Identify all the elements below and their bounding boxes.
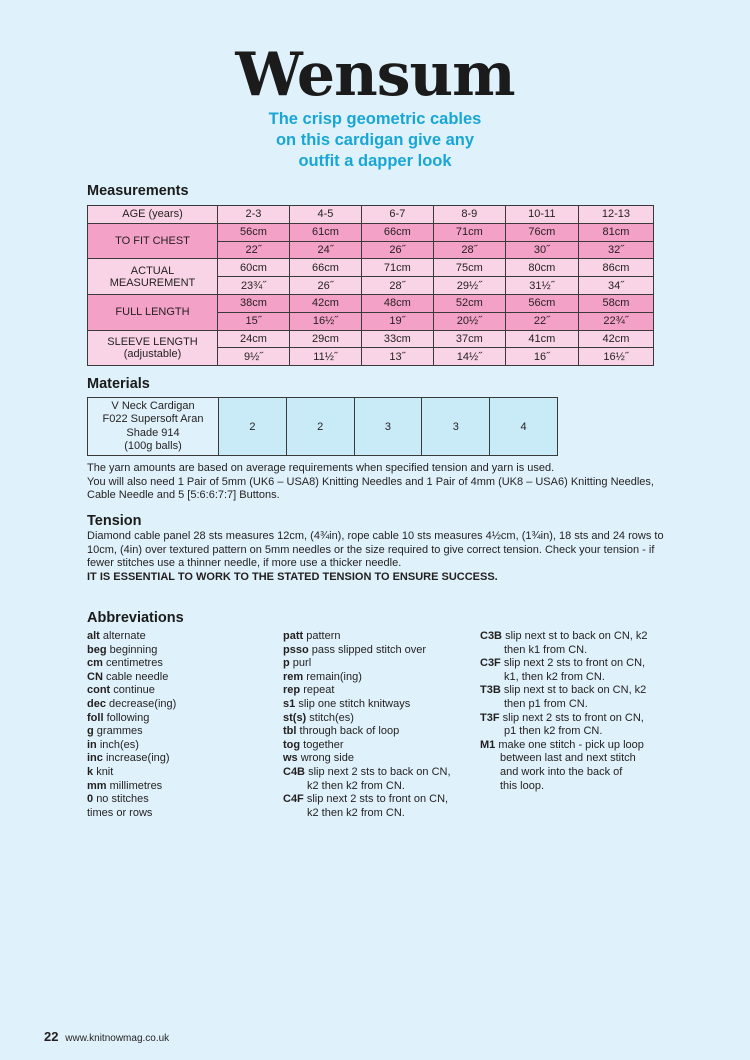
- subtitle-line: on this cardigan give any: [275, 131, 475, 149]
- list-item-continued: k2 then k2 from CN.: [307, 806, 405, 819]
- length-cm-cell: 42cm: [289, 294, 361, 312]
- table-row: [88, 398, 558, 456]
- list-item: foll following: [87, 711, 150, 724]
- row-label-length: FULL LENGTH: [88, 294, 218, 330]
- list-item: tog together: [283, 738, 344, 751]
- yarn-label-line: (100g balls): [124, 440, 182, 452]
- chest-cm-cell: 81cm: [578, 223, 653, 241]
- list-item: ws wrong side: [283, 752, 354, 765]
- list-item: C3F slip next 2 sts to front on CN,: [480, 657, 646, 670]
- sleeve-in-cell: 13˝: [361, 348, 433, 366]
- age-cell: 6-7: [361, 206, 433, 224]
- row-label-age: AGE (years): [88, 206, 218, 224]
- list-item: beg beginning: [87, 643, 158, 656]
- list-item: s1 slip one stitch knitways: [283, 697, 411, 710]
- list-item: CN cable needle: [87, 670, 169, 683]
- length-in-cell: 19˝: [361, 312, 433, 330]
- length-cm-cell: 38cm: [218, 294, 290, 312]
- length-cm-cell: 56cm: [505, 294, 578, 312]
- page-footer: [44, 1029, 169, 1044]
- measurements-heading: Measurements: [87, 183, 189, 199]
- tension-text: [87, 530, 667, 584]
- yarn-label: [88, 398, 219, 456]
- list-item-continued: then p1 from CN.: [504, 697, 588, 710]
- chest-cm-cell: 71cm: [433, 223, 505, 241]
- list-item: T3F slip next 2 sts to front on CN,: [480, 711, 644, 724]
- list-item: psso pass slipped stitch over: [283, 643, 427, 656]
- list-item: g grammes: [87, 725, 143, 738]
- age-cell: 12-13: [578, 206, 653, 224]
- subtitle: [0, 109, 750, 172]
- row-label-line: SLEEVE LENGTH: [107, 335, 198, 348]
- sleeve-cm-cell: 33cm: [361, 330, 433, 348]
- page-title: Wensum: [235, 40, 515, 110]
- sleeve-in-cell: 9½˝: [218, 348, 290, 366]
- list-item-continued: between last and next stitch: [500, 752, 636, 765]
- length-cm-cell: 58cm: [578, 294, 653, 312]
- length-cm-cell: 48cm: [361, 294, 433, 312]
- list-item: C4B slip next 2 sts to back on CN,: [283, 765, 451, 778]
- table-row: [88, 223, 654, 241]
- row-label-line: MEASUREMENT: [109, 276, 196, 289]
- list-item-continued: p1 then k2 from CN.: [504, 725, 603, 738]
- list-item: p purl: [283, 657, 312, 670]
- abbreviations-column-3: [480, 630, 648, 793]
- actual-in-cell: 23¾˝: [218, 277, 290, 295]
- list-item: times or rows: [87, 806, 153, 819]
- materials-heading: Materials: [87, 376, 150, 392]
- materials-notes: [87, 462, 667, 503]
- chest-cm-cell: 66cm: [361, 223, 433, 241]
- chest-in-cell: 26˝: [361, 241, 433, 259]
- list-item: inc increase(ing): [87, 752, 170, 765]
- chest-in-cell: 24˝: [289, 241, 361, 259]
- list-item: M1 make one stitch - pick up loop: [480, 738, 644, 751]
- row-label-sleeve: [88, 330, 218, 366]
- sleeve-cm-cell: 41cm: [505, 330, 578, 348]
- list-item: rem remain(ing): [283, 670, 362, 683]
- length-in-cell: 22¾˝: [578, 312, 653, 330]
- footer-url: www.knitnowmag.co.uk: [65, 1033, 170, 1044]
- row-label-line: (adjustable): [123, 347, 182, 360]
- length-in-cell: 22˝: [505, 312, 578, 330]
- yarn-label-line: F022 Supersoft Aran: [102, 413, 204, 425]
- sleeve-in-cell: 16˝: [505, 348, 578, 366]
- materials-table: [87, 397, 558, 456]
- row-label-actual: [88, 259, 218, 295]
- list-item: st(s) stitch(es): [283, 711, 354, 724]
- list-item: cont continue: [87, 684, 155, 697]
- row-label-chest: TO FIT CHEST: [88, 223, 218, 259]
- age-cell: 8-9: [433, 206, 505, 224]
- list-item-continued: k2 then k2 from CN.: [307, 779, 405, 792]
- age-cell: 4-5: [289, 206, 361, 224]
- measurements-table: [87, 205, 654, 366]
- yarn-quantity-cell: 2: [286, 398, 354, 456]
- list-item-continued: and work into the back of: [500, 765, 623, 778]
- list-item: in inch(es): [87, 738, 139, 751]
- yarn-label-line: V Neck Cardigan: [111, 399, 195, 412]
- list-item: C3B slip next st to back on CN, k2: [480, 630, 648, 642]
- actual-in-cell: 28˝: [361, 277, 433, 295]
- actual-cm-cell: 66cm: [289, 259, 361, 277]
- length-in-cell: 16½˝: [289, 312, 361, 330]
- list-item-continued: k1, then k2 from CN.: [504, 670, 605, 683]
- chest-in-cell: 22˝: [218, 241, 290, 259]
- subtitle-line: The crisp geometric cables: [268, 110, 482, 128]
- length-in-cell: 20½˝: [433, 312, 505, 330]
- tension-warning: IT IS ESSENTIAL TO WORK TO THE STATED TENSION TO ENSURE SUCCESS.: [87, 570, 498, 583]
- list-item: 0 no stitches: [87, 793, 149, 806]
- length-cm-cell: 52cm: [433, 294, 505, 312]
- tension-paragraph: Diamond cable panel 28 sts measures 12cm, (4¾in), rope cable 10 sts measures 4½cm, (1¾in), 18 sts and 24 rows to 10cm, (4in) over textured pattern on 5mm needles or the size required to give correct tension. Check your tension - if fewer stitches use a thinner needle, if more use a thicker needle.: [87, 530, 664, 570]
- length-in-cell: 15˝: [218, 312, 290, 330]
- list-item: k knit: [87, 765, 114, 778]
- subtitle-line: outfit a dapper look: [298, 152, 452, 170]
- materials-note: You will also need 1 Pair of 5mm (UK6 – USA8) Knitting Needles and 1 Pair of 4mm (UK8 – USA6) Knitting Needles, Cable Needle and 5 [5:6:6:7:7] Buttons.: [87, 475, 654, 502]
- actual-in-cell: 29½˝: [433, 277, 505, 295]
- chest-cm-cell: 61cm: [289, 223, 361, 241]
- list-item: patt pattern: [283, 630, 341, 642]
- sleeve-in-cell: 11½˝: [289, 348, 361, 366]
- table-row: [88, 294, 654, 312]
- sleeve-cm-cell: 37cm: [433, 330, 505, 348]
- row-label-line: ACTUAL: [130, 264, 175, 277]
- sleeve-cm-cell: 29cm: [289, 330, 361, 348]
- yarn-quantity-cell: 3: [422, 398, 490, 456]
- actual-in-cell: 34˝: [578, 277, 653, 295]
- list-item-continued: this loop.: [500, 779, 545, 792]
- actual-cm-cell: 60cm: [218, 259, 290, 277]
- yarn-quantity-cell: 3: [354, 398, 422, 456]
- list-item: alt alternate: [87, 630, 146, 642]
- list-item: rep repeat: [283, 684, 335, 697]
- actual-in-cell: 31½˝: [505, 277, 578, 295]
- chest-in-cell: 30˝: [505, 241, 578, 259]
- list-item: cm centimetres: [87, 657, 163, 670]
- chest-cm-cell: 76cm: [505, 223, 578, 241]
- materials-note: The yarn amounts are based on average requirements when specified tension and yarn is used.: [87, 462, 555, 474]
- yarn-label-line: Shade 914: [126, 426, 180, 439]
- age-cell: 2-3: [218, 206, 290, 224]
- sleeve-cm-cell: 42cm: [578, 330, 653, 348]
- sleeve-in-cell: 14½˝: [433, 348, 505, 366]
- tension-heading: Tension: [87, 513, 142, 529]
- list-item: tbl through back of loop: [283, 725, 400, 738]
- sleeve-cm-cell: 24cm: [218, 330, 290, 348]
- list-item-continued: then k1 from CN.: [504, 643, 588, 656]
- list-item: mm millimetres: [87, 779, 163, 792]
- page-number: 22: [44, 1029, 59, 1044]
- list-item: dec decrease(ing): [87, 697, 177, 710]
- table-row: [88, 259, 654, 277]
- abbreviations-column-1: [87, 630, 176, 820]
- actual-cm-cell: 75cm: [433, 259, 505, 277]
- chest-in-cell: 32˝: [578, 241, 653, 259]
- list-item: C4F slip next 2 sts to front on CN,: [283, 793, 449, 806]
- age-cell: 10-11: [505, 206, 578, 224]
- yarn-quantity-cell: 2: [219, 398, 287, 456]
- chest-cm-cell: 56cm: [218, 223, 290, 241]
- chest-in-cell: 28˝: [433, 241, 505, 259]
- actual-in-cell: 26˝: [289, 277, 361, 295]
- actual-cm-cell: 71cm: [361, 259, 433, 277]
- table-row: [88, 330, 654, 348]
- list-item: T3B slip next st to back on CN, k2: [480, 684, 647, 697]
- abbreviations-heading: Abbreviations: [87, 610, 184, 626]
- abbreviations-column-2: [283, 630, 451, 820]
- actual-cm-cell: 86cm: [578, 259, 653, 277]
- table-row: [88, 206, 654, 224]
- sleeve-in-cell: 16½˝: [578, 348, 653, 366]
- yarn-quantity-cell: 4: [490, 398, 558, 456]
- actual-cm-cell: 80cm: [505, 259, 578, 277]
